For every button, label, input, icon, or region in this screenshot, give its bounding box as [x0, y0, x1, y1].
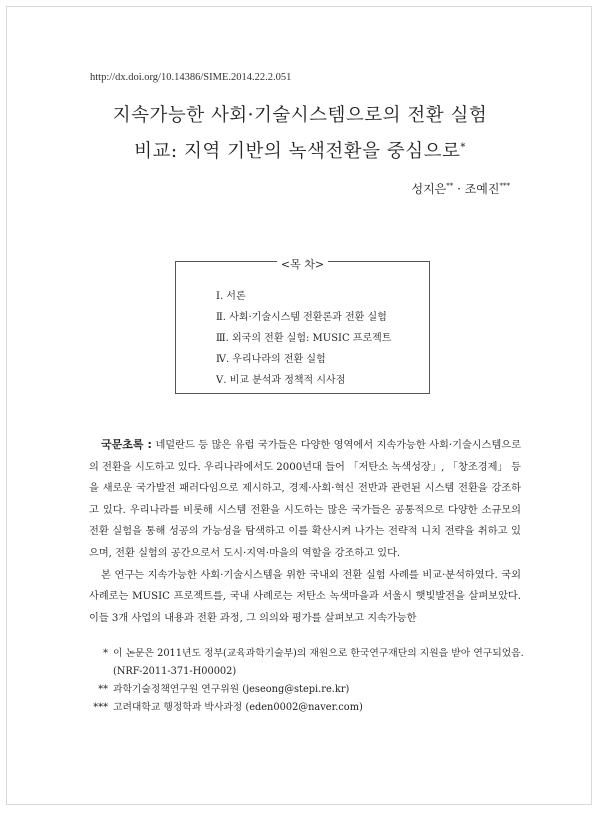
toc-list	[216, 286, 391, 391]
author-1-mark: **	[446, 182, 454, 190]
abstract-text-1: 네덜란드 등 많은 유럽 국가들은 다양한 영역에서 지속가능한 사회·기술시스템으로의 전환을 시도하고 있다. 우리나라에서도 2000년대 들어 「저탄소 녹색성장」, 「창조경제」 등을 새로운 국가발전 패러다임으로 제시하고, 경제·사회·혁신 전반과 관련된 시스템 전환을 강조하고 있다. 우리나라를 비롯해 시스템 전환을 시도하는 많은 국가들은 공통적으로 다양한 소규모의 전환 실험을 통해 성공의 가능성을 탐색하고 이를 확산시켜 나가는 전략적 니치 전략을 취하고 있으며, 전환 실험의 공간으로서 도시·지역·마을의 역할을 강조하고 있다.	[89, 440, 521, 559]
title-line-2	[60, 132, 540, 168]
footnote-mark: *	[103, 648, 108, 659]
abstract-paragraph-2: 본 연구는 지속가능한 사회·기술시스템을 위한 국내외 전환 실험 사례를 비교·분석하였다. 국외 사례로는 MUSIC 프로젝트를, 국내 사례로는 저탄소 녹색마을과 서울시 햇빛발전을 살펴보았다. 이들 3개 사업의 내용과 전환 과정, 그 의의와 평가를 살펴보고 지속가능한	[89, 569, 521, 624]
footnote-text: 과학기술정책연구원 연구위원 (jeseong@stepi.re.kr)	[113, 684, 350, 695]
title-line-1: 지속가능한 사회·기술시스템으로의 전환 실험	[112, 105, 488, 126]
abstract-label: 국문초록 :	[101, 438, 152, 451]
korean-abstract	[89, 434, 521, 629]
toc-item: Ⅱ. 사회·기술시스템 전환론과 전환 실험	[216, 312, 387, 323]
doi-link[interactable]: http://dx.doi.org/10.14386/SIME.2014.22.2.051	[90, 72, 292, 83]
footnote-text: 고려대학교 행정학과 박사과정 (eden0002@naver.com)	[113, 702, 363, 713]
paper-title	[60, 100, 540, 168]
footnote-mark: ***	[93, 702, 108, 713]
footnote-1-continuation: (NRF-2011-371-H00002)	[113, 666, 237, 677]
toc-heading-text: <목 차>	[277, 258, 328, 271]
title-line-2-text: 비교: 지역 기반의 녹색전환을 중심으로	[134, 141, 461, 163]
toc-item: Ⅳ. 우리나라의 전환 실험	[216, 354, 326, 365]
author-1: 성지은	[411, 182, 447, 196]
toc-item: Ⅰ. 서론	[216, 291, 246, 302]
abstract-paragraph-1	[89, 434, 521, 565]
toc-item: Ⅴ. 비교 분석과 정책적 시사점	[216, 375, 346, 386]
footnote-text: 이 논문은 2011년도 정부(교육과학기술부)의 재원으로 한국연구재단의 지원을 받아 연구되었음.	[113, 648, 524, 659]
footnote-mark: **	[98, 684, 108, 695]
title-footnote-mark: *	[460, 142, 466, 153]
author-line	[411, 180, 510, 197]
footnote-1	[90, 645, 530, 663]
toc-item: Ⅲ. 외국의 전환 실험: MUSIC 프로젝트	[216, 333, 392, 344]
footnotes	[90, 645, 530, 717]
toc-heading	[176, 253, 429, 272]
footnote-3	[90, 699, 530, 717]
author-2-mark: ***	[499, 182, 510, 190]
footnote-2	[90, 681, 530, 699]
author-2: 조예진	[464, 182, 500, 196]
author-separator: ·	[453, 182, 465, 196]
table-of-contents	[175, 258, 430, 394]
